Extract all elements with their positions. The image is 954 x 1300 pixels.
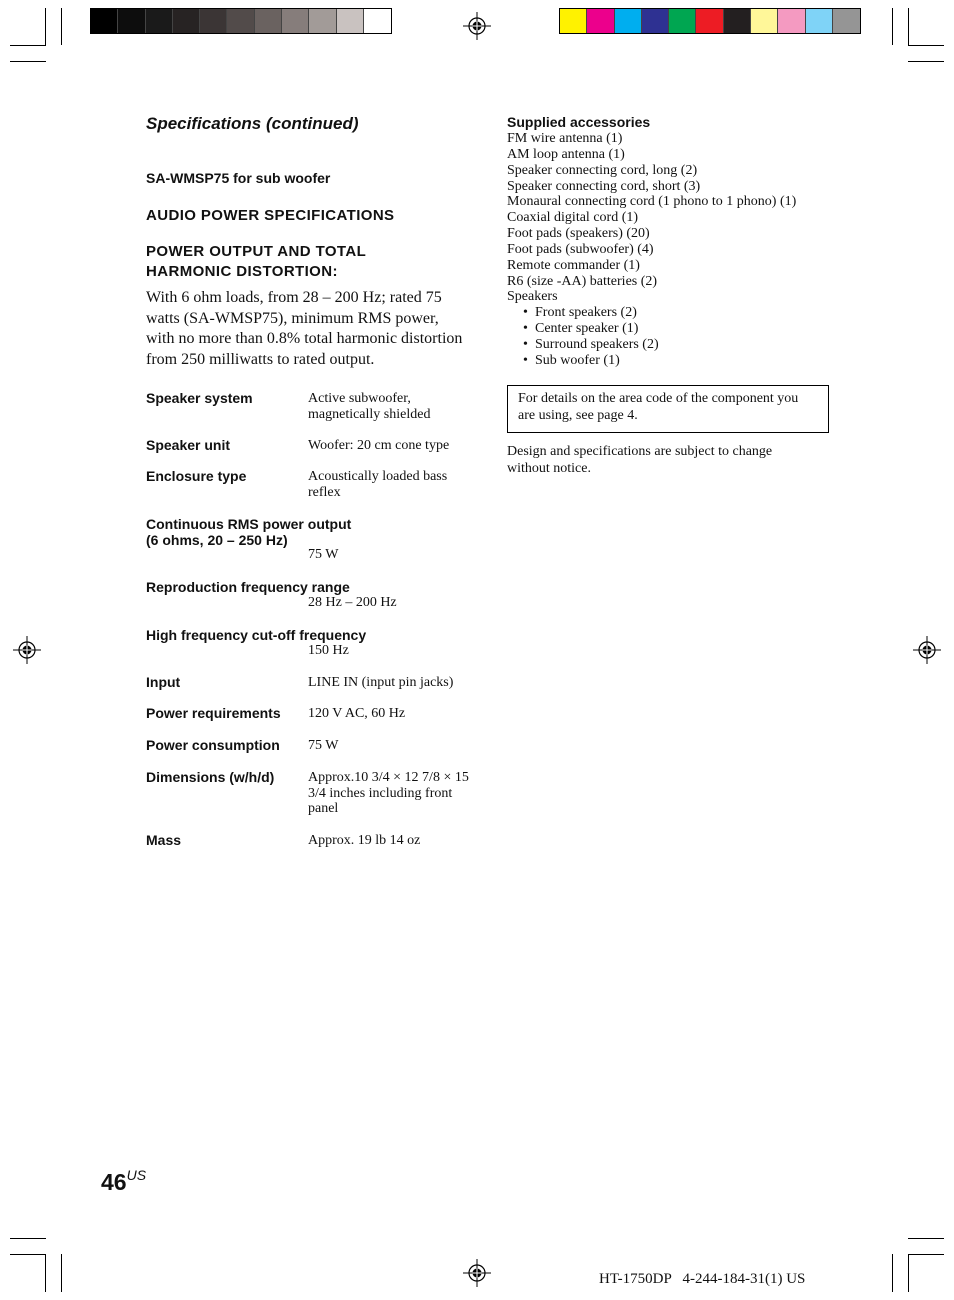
color-swatch bbox=[696, 9, 723, 33]
list-item: FM wire antenna (1) bbox=[507, 131, 623, 146]
color-swatch bbox=[615, 9, 642, 33]
gray-swatch bbox=[91, 9, 118, 33]
audio-power-heading: AUDIO POWER SPECIFICATIONS bbox=[146, 207, 395, 224]
color-swatch bbox=[642, 9, 669, 33]
spec-label: Input bbox=[146, 674, 181, 690]
page-number-value: 46 bbox=[101, 1169, 127, 1195]
power-output-heading-line: POWER OUTPUT AND TOTAL bbox=[146, 243, 367, 260]
list-item: AM loop antenna (1) bbox=[507, 146, 625, 162]
page-number-suffix: US bbox=[126, 1167, 147, 1183]
list-item: Remote commander (1) bbox=[507, 257, 640, 273]
color-swatch bbox=[778, 9, 805, 33]
gray-swatch bbox=[364, 9, 391, 33]
gray-swatch bbox=[227, 9, 254, 33]
spec-label: Speaker system bbox=[146, 390, 253, 406]
crop-mark bbox=[61, 8, 62, 45]
gray-swatch bbox=[200, 9, 227, 33]
list-item: • Center speaker (1) bbox=[523, 321, 837, 337]
document-code: HT-1750DP 4-244-184-31(1) US bbox=[599, 1271, 806, 1287]
power-output-heading-line: HARMONIC DISTORTION: bbox=[146, 263, 338, 280]
spec-value: 75 W bbox=[308, 547, 339, 562]
disclaimer-text: Design and specifications are subject to change without notice. bbox=[507, 444, 773, 476]
crop-mark bbox=[908, 8, 909, 45]
spec-value: Approx.10 3/4 × 12 7/8 × 15 3/4 inches including front panel bbox=[308, 770, 469, 817]
crop-mark bbox=[45, 8, 46, 45]
color-swatch bbox=[724, 9, 751, 33]
process-color-bar bbox=[559, 8, 861, 34]
spec-value: 75 W bbox=[308, 738, 339, 753]
registration-mark-icon bbox=[463, 1259, 491, 1287]
list-item: Foot pads (speakers) (20) bbox=[507, 226, 650, 242]
list-item: Coaxial digital cord (1) bbox=[507, 210, 639, 226]
gray-swatch bbox=[118, 9, 145, 33]
spec-label: Reproduction frequency range bbox=[146, 579, 350, 595]
spec-value: Woofer: 20 cm cone type bbox=[308, 438, 450, 453]
spec-value: Acoustically loaded bass reflex bbox=[308, 469, 448, 500]
list-item bbox=[507, 289, 837, 368]
color-swatch bbox=[806, 9, 833, 33]
color-swatch bbox=[751, 9, 778, 33]
list-item: • Sub woofer (1) bbox=[523, 353, 837, 369]
spec-value: Active subwoofer, magnetically shielded bbox=[308, 391, 431, 422]
spec-value: 28 Hz – 200 Hz bbox=[308, 595, 397, 610]
spec-label: High frequency cut-off frequency bbox=[146, 627, 367, 643]
gray-swatch bbox=[146, 9, 173, 33]
crop-mark bbox=[45, 1254, 46, 1292]
registration-mark-icon bbox=[463, 12, 491, 40]
color-swatch bbox=[560, 9, 587, 33]
crop-mark bbox=[10, 61, 46, 62]
crop-mark bbox=[61, 1254, 62, 1292]
spec-label-sub: (6 ohms, 20 – 250 Hz) bbox=[146, 532, 288, 548]
gray-swatch bbox=[255, 9, 282, 33]
section-title: Specifications (continued) bbox=[146, 114, 359, 133]
power-output-paragraph: With 6 ohm loads, from 28 – 200 Hz; rated 75 watts (SA-WMSP75), minimum RMS power, with no more than 0.8% total harmonic distortion from 250 milliwatts to rated output. bbox=[146, 289, 463, 368]
spec-value: LINE IN (input pin jacks) bbox=[308, 675, 454, 690]
list-item: Speaker connecting cord, long (2) bbox=[507, 162, 698, 178]
crop-mark bbox=[908, 45, 944, 46]
registration-mark-icon bbox=[913, 636, 941, 664]
color-swatch bbox=[669, 9, 696, 33]
registration-mark-icon bbox=[13, 636, 41, 664]
spec-label: Power requirements bbox=[146, 705, 281, 721]
list-item: Speaker connecting cord, short (3) bbox=[507, 178, 701, 194]
spec-label: Speaker unit bbox=[146, 437, 231, 453]
accessories-heading: Supplied accessories bbox=[507, 114, 651, 130]
color-swatch bbox=[833, 9, 860, 33]
crop-mark bbox=[10, 45, 46, 46]
spec-label: Continuous RMS power output bbox=[146, 516, 352, 532]
list-item: R6 (size -AA) batteries (2) bbox=[507, 273, 658, 289]
spec-value: 150 Hz bbox=[308, 643, 349, 658]
gray-swatch bbox=[282, 9, 309, 33]
page-number bbox=[101, 1169, 146, 1196]
crop-mark bbox=[908, 1238, 944, 1239]
speakers-sublist bbox=[507, 305, 837, 368]
crop-mark bbox=[908, 1254, 944, 1255]
model-heading: SA-WMSP75 for sub woofer bbox=[146, 170, 331, 186]
crop-mark bbox=[908, 61, 944, 62]
color-swatch bbox=[587, 9, 614, 33]
spec-value: 120 V AC, 60 Hz bbox=[308, 706, 406, 721]
accessories-list bbox=[507, 131, 837, 369]
spec-label: Power consumption bbox=[146, 737, 280, 753]
gray-swatch bbox=[309, 9, 336, 33]
crop-mark bbox=[908, 1254, 909, 1292]
list-item: Monaural connecting cord (1 phono to 1 phono) (1) bbox=[507, 194, 797, 210]
crop-mark bbox=[10, 1254, 46, 1255]
crop-mark bbox=[892, 8, 893, 45]
grayscale-color-bar bbox=[90, 8, 392, 34]
spec-label: Mass bbox=[146, 832, 182, 848]
list-item-label: Speakers bbox=[507, 289, 558, 305]
crop-mark bbox=[10, 1238, 46, 1239]
area-code-note-box: For details on the area code of the component you are using, see page 4. bbox=[507, 385, 829, 433]
gray-swatch bbox=[173, 9, 200, 33]
gray-swatch bbox=[337, 9, 364, 33]
list-item: • Front speakers (2) bbox=[523, 305, 837, 321]
crop-mark bbox=[892, 1254, 893, 1292]
spec-label: Enclosure type bbox=[146, 468, 247, 484]
list-item: Foot pads (subwoofer) (4) bbox=[507, 241, 654, 257]
spec-label: Dimensions (w/h/d) bbox=[146, 769, 275, 785]
spec-value: Approx. 19 lb 14 oz bbox=[308, 833, 421, 848]
list-item: • Surround speakers (2) bbox=[523, 337, 837, 353]
power-output-heading bbox=[146, 242, 366, 282]
